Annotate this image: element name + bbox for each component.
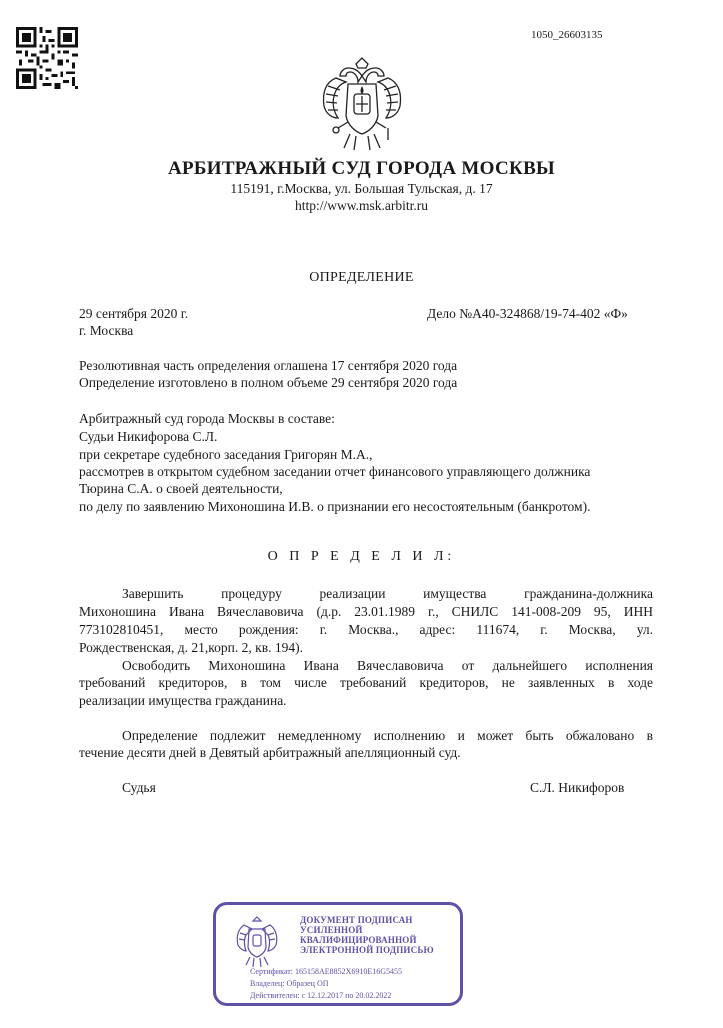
resolution-line: Резолютивная часть определения оглашена 17 сентября 2020 года: [79, 358, 458, 373]
stamp-title-line: ДОКУМЕНТ ПОДПИСАН: [300, 915, 413, 925]
resolution-line: Определение изготовлено в полном объеме 29 сентября 2020 года: [79, 375, 458, 390]
signature-role: Судья: [122, 780, 156, 795]
stamp-emblem-icon: [232, 913, 282, 969]
document-heading: ОПРЕДЕЛЕНИЕ: [309, 270, 414, 285]
composition-line: рассмотрев в открытом судебном заседании отчет финансового управляющего должника: [79, 464, 591, 479]
decision-paragraph-line: Освободить Михоношина Ивана Вячеславовича от дальнейшего исполнения: [122, 658, 653, 673]
russian-coat-of-arms-icon: [318, 56, 406, 154]
stamp-certificate: Сертификат: 165158AE8852X6910E16G5455: [250, 967, 403, 976]
composition-line: при секретаре судебного заседания Григорян М.А.,: [79, 447, 373, 462]
decision-paragraph-line: течение десяти дней в Девятый арбитражный апелляционный суд.: [79, 745, 461, 760]
composition-line: Арбитражный суд города Москвы в составе:: [79, 411, 335, 426]
stamp-validity: Действителен: с 12.12.2017 по 20.02.2022: [250, 991, 392, 1000]
decided-heading: О П Р Е Д Е Л И Л:: [267, 549, 456, 564]
electronic-signature-stamp: [213, 902, 463, 1006]
document-date: 29 сентября 2020 г.: [79, 306, 189, 321]
decision-paragraph-line: 773102810451, место рождения: г. Москва., адрес: 111674, г. Москва, ул.: [79, 622, 653, 637]
decision-paragraph-line: реализации имущества гражданина.: [79, 693, 287, 708]
composition-line: по делу по заявлению Михоношина И.В. о признании его несостоятельным (банкротом).: [79, 499, 591, 514]
decision-paragraph-line: требований кредиторов, в том числе требований кредиторов, не заявленных в ходе: [79, 675, 653, 690]
stamp-title-line: КВАЛИФИЦИРОВАННОЙ: [300, 935, 417, 945]
decision-paragraph-line: Завершить процедуру реализации имущества гражданина-должника: [122, 586, 653, 601]
court-name: АРБИТРАЖНЫЙ СУД ГОРОДА МОСКВЫ: [167, 158, 556, 179]
stamp-owner: Владелец: Образец ОП: [250, 979, 329, 988]
document-city: г. Москва: [79, 323, 134, 338]
decision-paragraph-line: Определение подлежит немедленному исполнению и может быть обжаловано в: [122, 728, 653, 743]
signature-name: С.Л. Никифоров: [530, 780, 625, 795]
qr-code: [16, 27, 78, 89]
stamp-title-line: УСИЛЕННОЙ: [300, 925, 363, 935]
court-website: http://www.msk.arbitr.ru: [295, 198, 428, 213]
case-number: Дело №А40-324868/19-74-402 «Ф»: [427, 306, 628, 321]
composition-line: Судьи Никифорова С.Л.: [79, 429, 218, 444]
document-number: 1050_26603135: [531, 29, 603, 41]
stamp-title-line: ЭЛЕКТРОННОЙ ПОДПИСЬЮ: [300, 945, 434, 955]
court-address: 115191, г.Москва, ул. Большая Тульская, д. 17: [230, 181, 493, 196]
composition-line: Тюрина С.А. о своей деятельности,: [79, 481, 283, 496]
decision-paragraph-line: Рождественская, д. 21,корп. 2, кв. 194).: [79, 640, 303, 655]
decision-paragraph-line: Михоношина Ивана Вячеславовича (д.р. 23.01.1989 г., СНИЛС 141-008-209 95, ИНН: [79, 604, 653, 619]
